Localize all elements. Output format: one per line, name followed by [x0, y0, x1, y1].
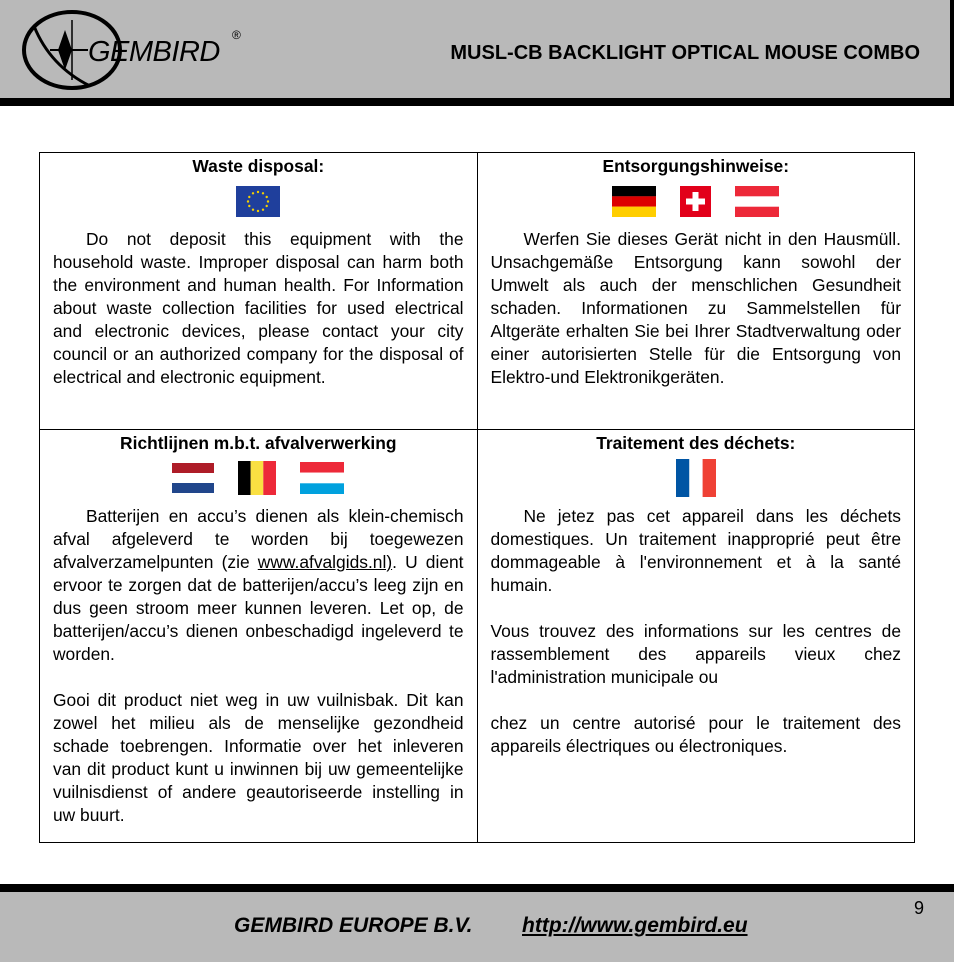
flags-french	[491, 461, 902, 495]
section-german	[477, 153, 915, 430]
section-dutch	[40, 430, 478, 843]
eu-flag-icon	[236, 186, 280, 217]
paragraph-french-3: chez un centre autorisé pour le traitement des appareils électriques ou électroniques.	[490, 713, 901, 756]
paragraph-english: Do not deposit this equipment with the household waste. Improper disposal can harm both the environment and human health. For Information about waste collection facilities for used electrical and electronic devices, please contact your city council or an authorized company for the disposal of electrical and electronic equipment.	[53, 229, 464, 387]
netherlands-flag-icon	[172, 463, 214, 493]
paragraph-dutch-batteries-end: . U dient ervoor te zorgen dat de batterijen/accu’s leeg zijn en dus geen stroom meer kunnen leveren. Let op, de batterijen/accu’s dienen onbeschadigd ingeleverd te worden.	[53, 552, 464, 664]
logo-text: GEMBIRD	[88, 36, 220, 68]
paragraph-dutch-batteries-start: Batterijen en accu’s dienen als klein-chemisch afval afgeleverd te worden bij toegewezen afvalverzamelpunten (zie	[53, 506, 464, 572]
paragraph-gap	[53, 666, 464, 689]
section-english	[40, 153, 478, 430]
company-name: GEMBIRD EUROPE B.V.	[234, 914, 473, 937]
flags-dutch	[53, 461, 464, 495]
flags-english	[53, 184, 464, 218]
germany-flag-icon	[612, 186, 656, 217]
paragraph-gap	[491, 597, 902, 620]
afvalgids-link[interactable]: www.afvalgids.nl)	[257, 552, 393, 572]
page-number: 9	[913, 898, 924, 918]
luxembourg-flag-icon	[300, 462, 344, 494]
paragraph-french-1: Ne jetez pas cet appareil dans les déchets domestiques. Un traitement inapproprié peut être dommageable à l'environnement et à la santé humain.	[490, 506, 901, 595]
paragraph-german: Werfen Sie dieses Gerät nicht in den Hausmüll. Unsachgemäße Entsorgung kann sowohl der Umwelt als auch der menschlichen Gesundheit schaden. Informationen zu Sammelstellen für Altgeräte erhalten Sie bei Ihrer Stadtverwaltung oder einer autorisierten Stelle für die Entsorgung von Elektro-und Elektronikgeräten.	[490, 229, 901, 387]
paragraph-dutch-product: Gooi dit product niet weg in uw vuilnisbak. Dit kan zowel het milieu als de menselijke gezondheid schade toebrengen. Informatie over het inleveren van dit product kunt u inwinnen bij uw gemeentelijke vuilnisdienst of andere geautoriseerde instelling in uw buurt.	[53, 690, 464, 825]
france-flag-icon	[676, 459, 716, 497]
austria-flag-icon	[735, 186, 779, 217]
belgium-flag-icon	[238, 461, 276, 495]
disposal-table	[39, 152, 915, 843]
document-title: MUSL-CB BACKLIGHT OPTICAL MOUSE COMBO	[450, 42, 920, 64]
section-title-french: Traitement des déchets:	[596, 433, 796, 453]
section-french	[477, 430, 915, 843]
gembird-logo	[20, 6, 250, 92]
paragraph-dutch-batteries	[53, 505, 464, 666]
paragraph-gap	[491, 689, 902, 712]
header-band	[0, 0, 954, 106]
section-title-dutch: Richtlijnen m.b.t. afvalverwerking	[120, 433, 397, 453]
flags-german	[491, 184, 902, 218]
website-link[interactable]: http://www.gembird.eu	[522, 914, 748, 937]
footer-band	[0, 884, 954, 962]
section-title-english: Waste disposal:	[192, 156, 325, 176]
paragraph-french-2: Vous trouvez des informations sur les centres de rassemblement des appareils vieux chez l'administration municipale ou	[490, 621, 901, 687]
section-title-german: Entsorgungshinweise:	[602, 156, 789, 176]
logo-registered-mark: ®	[232, 28, 241, 42]
switzerland-flag-icon	[680, 186, 711, 217]
